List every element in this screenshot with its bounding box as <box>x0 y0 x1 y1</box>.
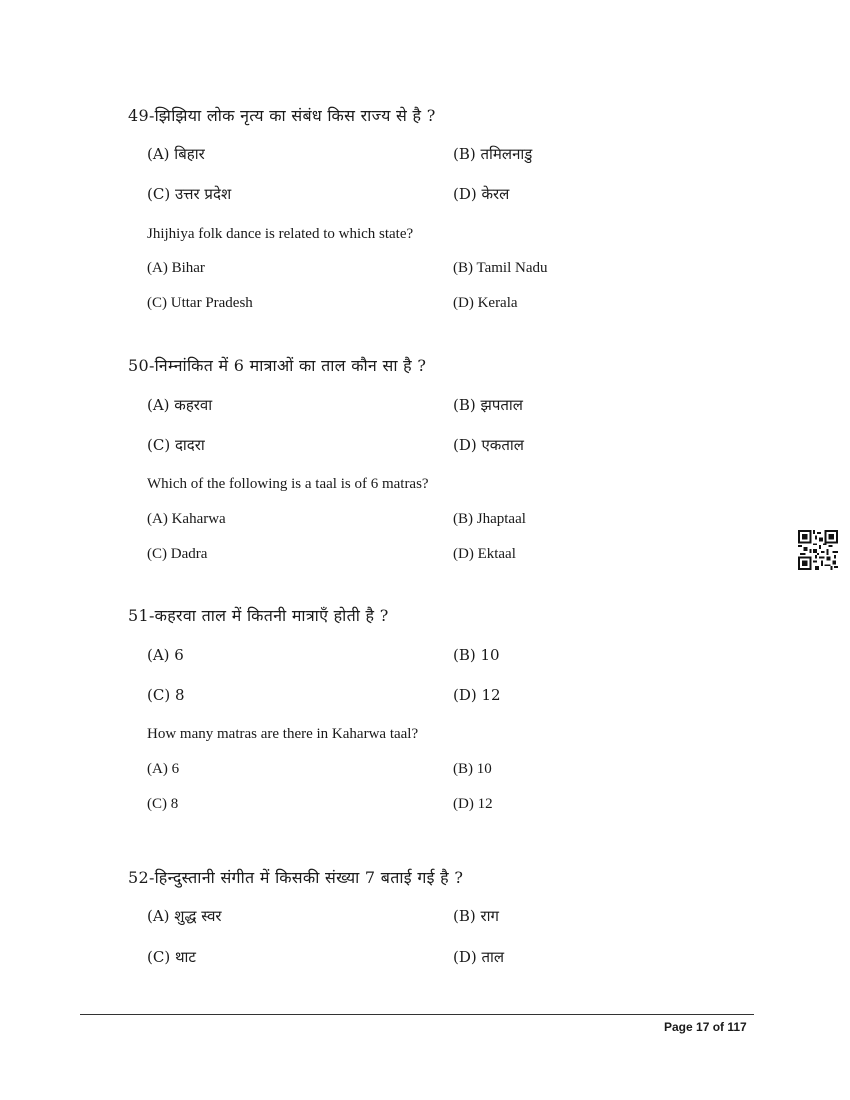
q49-english-option-a: (A) Bihar <box>147 260 205 276</box>
q49-hindi-option-a: (A) बिहार <box>147 145 205 163</box>
q51-english-option-b: (B) 10 <box>453 761 492 777</box>
q50-hindi-option-a: (A) कहरवा <box>147 396 213 414</box>
q52-hindi-option-c: (C) थाट <box>147 948 196 966</box>
q52-hindi-option-d: (D) ताल <box>453 948 505 966</box>
q50-english-option-a: (A) Kaharwa <box>147 511 226 527</box>
q50-english-option-b: (B) Jhaptaal <box>453 511 526 527</box>
q50-hindi-option-b: (B) झपताल <box>453 396 523 414</box>
footer-divider <box>80 1014 754 1015</box>
q51-hindi-option-a: (A) 6 <box>147 646 184 664</box>
q49-english-option-c: (C) Uttar Pradesh <box>147 295 253 311</box>
q51-hindi-option-d: (D) 12 <box>453 686 501 704</box>
question-50-english: Which of the following is a taal is of 6 matras? <box>147 476 429 492</box>
q52-hindi-option-a: (A) शुद्ध स्वर <box>147 907 222 925</box>
question-49-english: Jhijhiya folk dance is related to which state? <box>147 226 414 242</box>
q51-english-option-c: (C) 8 <box>147 796 179 812</box>
page-number: Page 17 of 117 <box>664 1020 747 1034</box>
question-51-hindi: 51-कहरवा ताल में कितनी मात्राएँ होती है ? <box>128 606 389 625</box>
q51-english-option-a: (A) 6 <box>147 761 180 777</box>
q50-hindi-option-d: (D) एकताल <box>453 436 524 454</box>
q52-hindi-option-b: (B) राग <box>453 907 499 925</box>
question-52-hindi: 52-हिन्दुस्तानी संगीत में किसकी संख्या 7 बताई गई है ? <box>128 868 464 887</box>
q49-english-option-d: (D) Kerala <box>453 295 518 311</box>
q50-english-option-c: (C) Dadra <box>147 546 208 562</box>
q49-english-option-b: (B) Tamil Nadu <box>453 260 548 276</box>
q50-hindi-option-c: (C) दादरा <box>147 436 205 454</box>
q49-hindi-option-c: (C) उत्तर प्रदेश <box>147 185 232 203</box>
q51-hindi-option-b: (B) 10 <box>453 646 500 664</box>
question-49-hindi: 49-झिझिया लोक नृत्य का संबंध किस राज्य से है ? <box>128 106 436 125</box>
question-51-english: How many matras are there in Kaharwa taal? <box>147 726 419 742</box>
q50-english-option-d: (D) Ektaal <box>453 546 516 562</box>
q49-hindi-option-b: (B) तमिलनाडु <box>453 145 533 163</box>
q49-hindi-option-d: (D) केरल <box>453 185 510 203</box>
qr-code-icon <box>798 530 838 570</box>
q51-english-option-d: (D) 12 <box>453 796 493 812</box>
q51-hindi-option-c: (C) 8 <box>147 686 185 704</box>
question-50-hindi: 50-निम्नांकित में 6 मात्राओं का ताल कौन सा है ? <box>128 356 427 375</box>
